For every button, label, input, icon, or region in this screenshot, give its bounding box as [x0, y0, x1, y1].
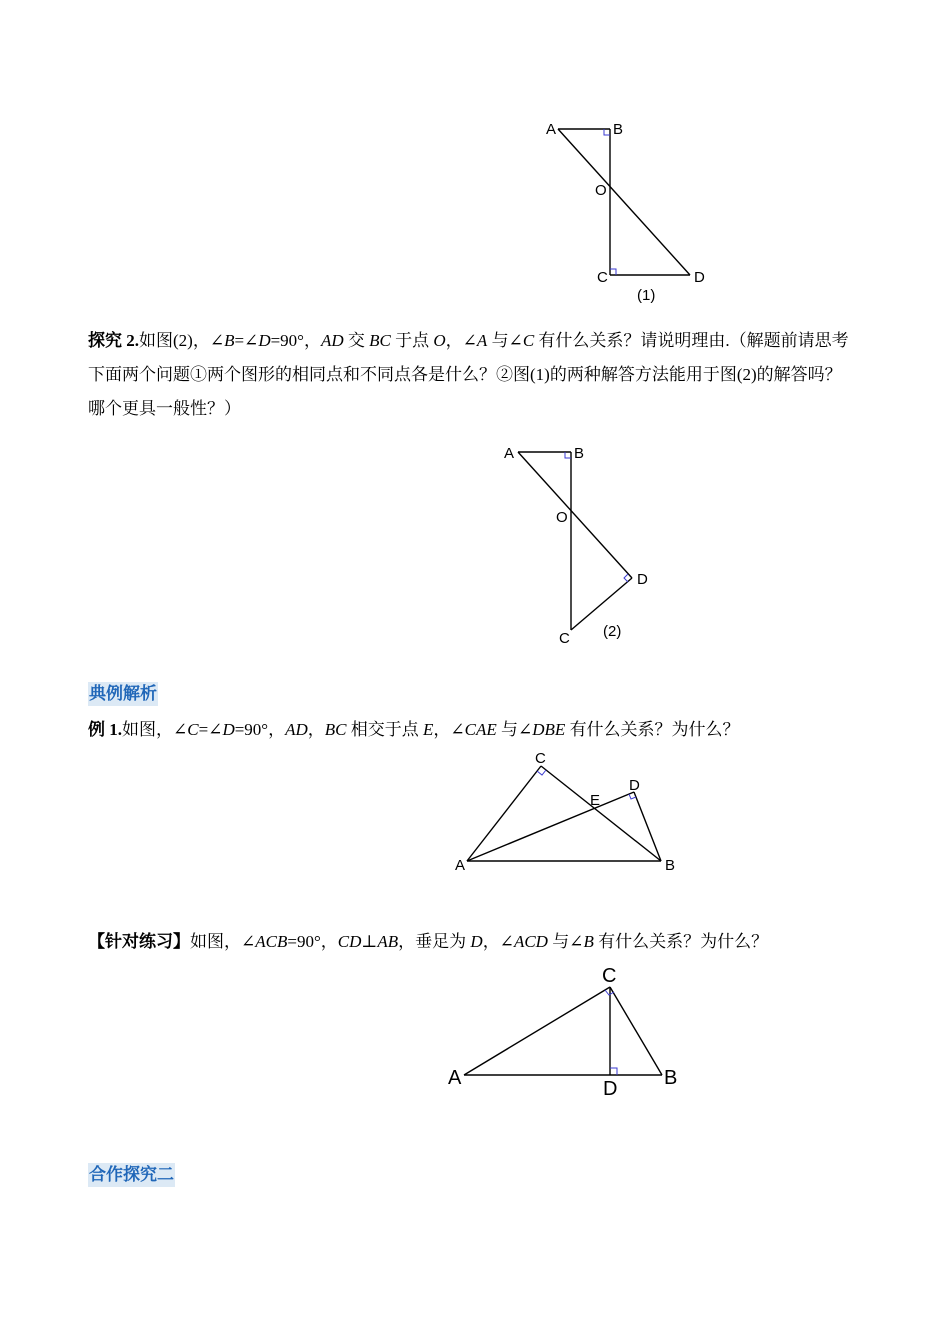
example-1-paragraph [88, 713, 858, 747]
figure-2 [495, 438, 675, 653]
segment-cb [610, 987, 662, 1075]
label-o: O [595, 182, 607, 199]
text: 与∠ [496, 720, 533, 739]
explore-2-lead: 探究 2. [88, 331, 139, 350]
text: 有什么关系？为什么？ [565, 720, 740, 739]
segment-ac [464, 987, 610, 1075]
text: =∠ [234, 331, 259, 350]
figure-practice-diagram [440, 960, 700, 1100]
label-d: D [629, 777, 640, 794]
var-ad: AD [285, 720, 308, 739]
section-heading-cooperative-exploration-2: 合作探究二 [88, 1163, 175, 1187]
figure-2-diagram [495, 438, 675, 653]
text: ， [307, 720, 325, 739]
label-a: A [455, 857, 466, 874]
figure-1 [540, 115, 720, 305]
text: 与∠ [487, 331, 523, 350]
figure-practice [440, 960, 700, 1100]
var-acd: ACD [513, 932, 548, 951]
text: ，∠ [482, 932, 514, 951]
text: ⊥ [361, 932, 378, 951]
var-bc: BC [324, 720, 347, 739]
label-b: B [665, 857, 676, 874]
text: 与∠ [547, 932, 584, 951]
var-b: B [224, 331, 235, 350]
label-a: A [448, 1067, 462, 1089]
segment-ad [558, 129, 690, 275]
label-c: C [559, 630, 570, 647]
var-acb: ACB [255, 932, 288, 951]
segment-ad [467, 792, 634, 861]
var-d: D [258, 331, 271, 350]
practice-paragraph [88, 925, 858, 959]
text: 相交于点 [346, 720, 424, 739]
figure-1-diagram [540, 115, 720, 305]
var-cae: CAE [464, 720, 497, 739]
text: =∠ [198, 720, 223, 739]
var-b: B [583, 932, 594, 951]
right-angle-b [565, 452, 571, 458]
text: 交 [343, 331, 370, 350]
var-e: E [423, 720, 434, 739]
right-angle-c [537, 770, 546, 775]
var-c: C [522, 331, 535, 350]
label-d: D [603, 1078, 618, 1100]
segment-cd [571, 578, 632, 630]
text: 如图(2)，∠ [139, 331, 225, 350]
figure-2-caption: (2) [603, 623, 622, 640]
text: 有什么关系？请说明理由.（解题前请思考下面两个问题①两个图形的相同点和不同点各是什么？②图(1)的两种解答方法能用于图(2)的解答吗？哪个更具一般性？） [88, 331, 849, 418]
section-heading-typical-examples: 典例解析 [88, 682, 158, 706]
text: ，∠ [445, 331, 477, 350]
var-dbe: DBE [532, 720, 566, 739]
right-angle-d [624, 574, 628, 582]
text: 有什么关系？为什么？ [593, 932, 769, 951]
label-b: B [574, 445, 585, 462]
var-ab: AB [377, 932, 399, 951]
text: ，垂足为 [398, 932, 471, 951]
var-bc: BC [369, 331, 391, 350]
label-a: A [504, 445, 515, 462]
text: =90°， [270, 331, 321, 350]
var-o: O [433, 331, 446, 350]
figure-1-caption: (1) [637, 287, 656, 304]
text: =90°， [287, 932, 338, 951]
label-c: C [535, 750, 546, 767]
label-a: A [546, 121, 557, 138]
var-d: D [470, 932, 483, 951]
text: 如图，∠ [190, 932, 256, 951]
var-ad: AD [320, 331, 344, 350]
var-d: D [222, 720, 235, 739]
label-d: D [694, 269, 705, 286]
label-e: E [590, 792, 601, 809]
practice-lead: 【针对练习】 [88, 932, 190, 951]
var-c: C [187, 720, 199, 739]
explore-2-paragraph [88, 324, 858, 426]
var-a: A [476, 331, 488, 350]
figure-example-1-diagram [450, 748, 690, 878]
right-angle-c [610, 269, 616, 275]
figure-example-1 [450, 748, 690, 878]
label-o: O [556, 509, 568, 526]
var-cd: CD [337, 932, 362, 951]
label-c: C [597, 269, 608, 286]
text: 于点 [390, 331, 434, 350]
label-d: D [637, 571, 648, 588]
segment-ad [518, 452, 632, 578]
text: ，∠ [433, 720, 465, 739]
segment-ac [467, 766, 541, 861]
text: =90°， [234, 720, 286, 739]
right-angle-b [604, 129, 610, 135]
text: 如图，∠ [122, 720, 188, 739]
right-angle-d [610, 1068, 617, 1075]
label-c: C [602, 965, 617, 987]
label-b: B [664, 1067, 678, 1089]
example-1-lead: 例 1. [88, 720, 122, 739]
label-b: B [613, 121, 624, 138]
